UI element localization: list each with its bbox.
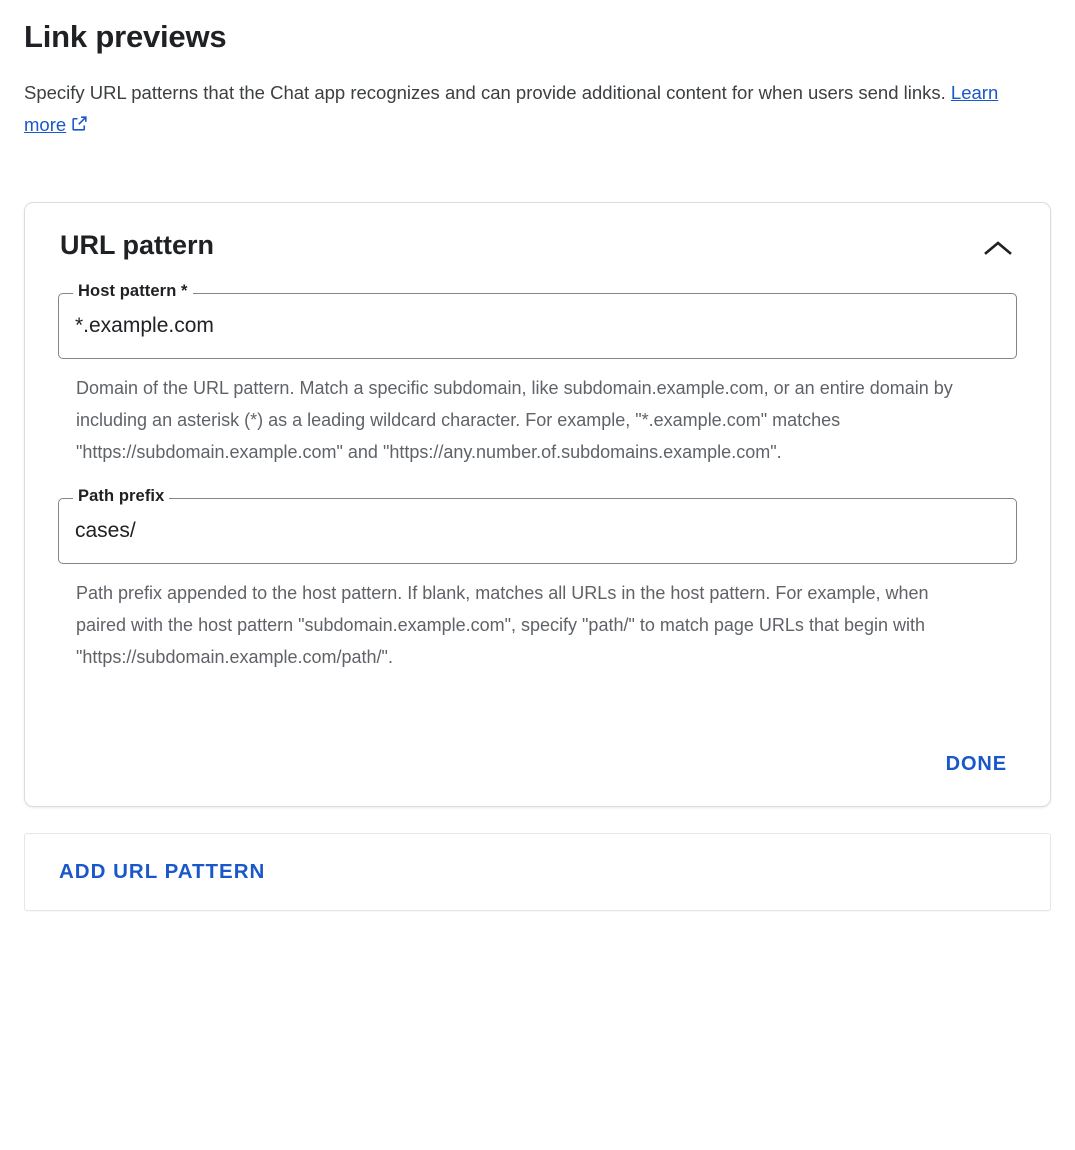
page-description-text: Specify URL patterns that the Chat app recognizes and can provide additional content for when users send links. bbox=[24, 82, 951, 104]
path-prefix-field[interactable] bbox=[58, 486, 1017, 564]
path-prefix-help-text: Path prefix appended to the host pattern. If blank, matches all URLs in the host pattern. For example, when paired with the host pattern "subdomain.example.com", specify "path/" to match page URLs that begin with "https://subdomain.example.com/path/". bbox=[76, 582, 929, 667]
host-pattern-field[interactable] bbox=[58, 281, 1017, 359]
url-pattern-card bbox=[24, 202, 1051, 807]
path-prefix-field-wrapper bbox=[58, 486, 1017, 673]
learn-more-link[interactable]: Learn more bbox=[24, 82, 999, 135]
done-button[interactable]: DONE bbox=[936, 745, 1017, 784]
host-pattern-help-text: Domain of the URL pattern. Match a specific subdomain, like subdomain.example.com, or an entire domain by including an asterisk (*) as a leading wildcard character. For example, "*.example.com" matches "https://subdomain.example.com" and "https://any.number.of.subdomains.example.com". bbox=[76, 377, 953, 462]
chevron-up-icon[interactable] bbox=[979, 235, 1017, 262]
host-pattern-field-wrapper bbox=[58, 281, 1017, 468]
page-title: Link previews bbox=[24, 19, 227, 54]
url-pattern-card-header bbox=[58, 229, 1017, 263]
host-pattern-label: Host pattern * bbox=[73, 283, 193, 300]
card-actions bbox=[58, 745, 1017, 784]
card-title: URL pattern bbox=[60, 229, 215, 260]
host-pattern-input[interactable] bbox=[75, 314, 1000, 338]
path-prefix-input[interactable] bbox=[75, 519, 1000, 543]
add-url-pattern-button[interactable]: ADD URL PATTERN bbox=[59, 859, 266, 883]
external-link-icon[interactable] bbox=[70, 111, 89, 143]
add-url-pattern-bar[interactable] bbox=[24, 833, 1051, 911]
path-prefix-label: Path prefix bbox=[73, 488, 169, 505]
page-description bbox=[24, 77, 1039, 143]
